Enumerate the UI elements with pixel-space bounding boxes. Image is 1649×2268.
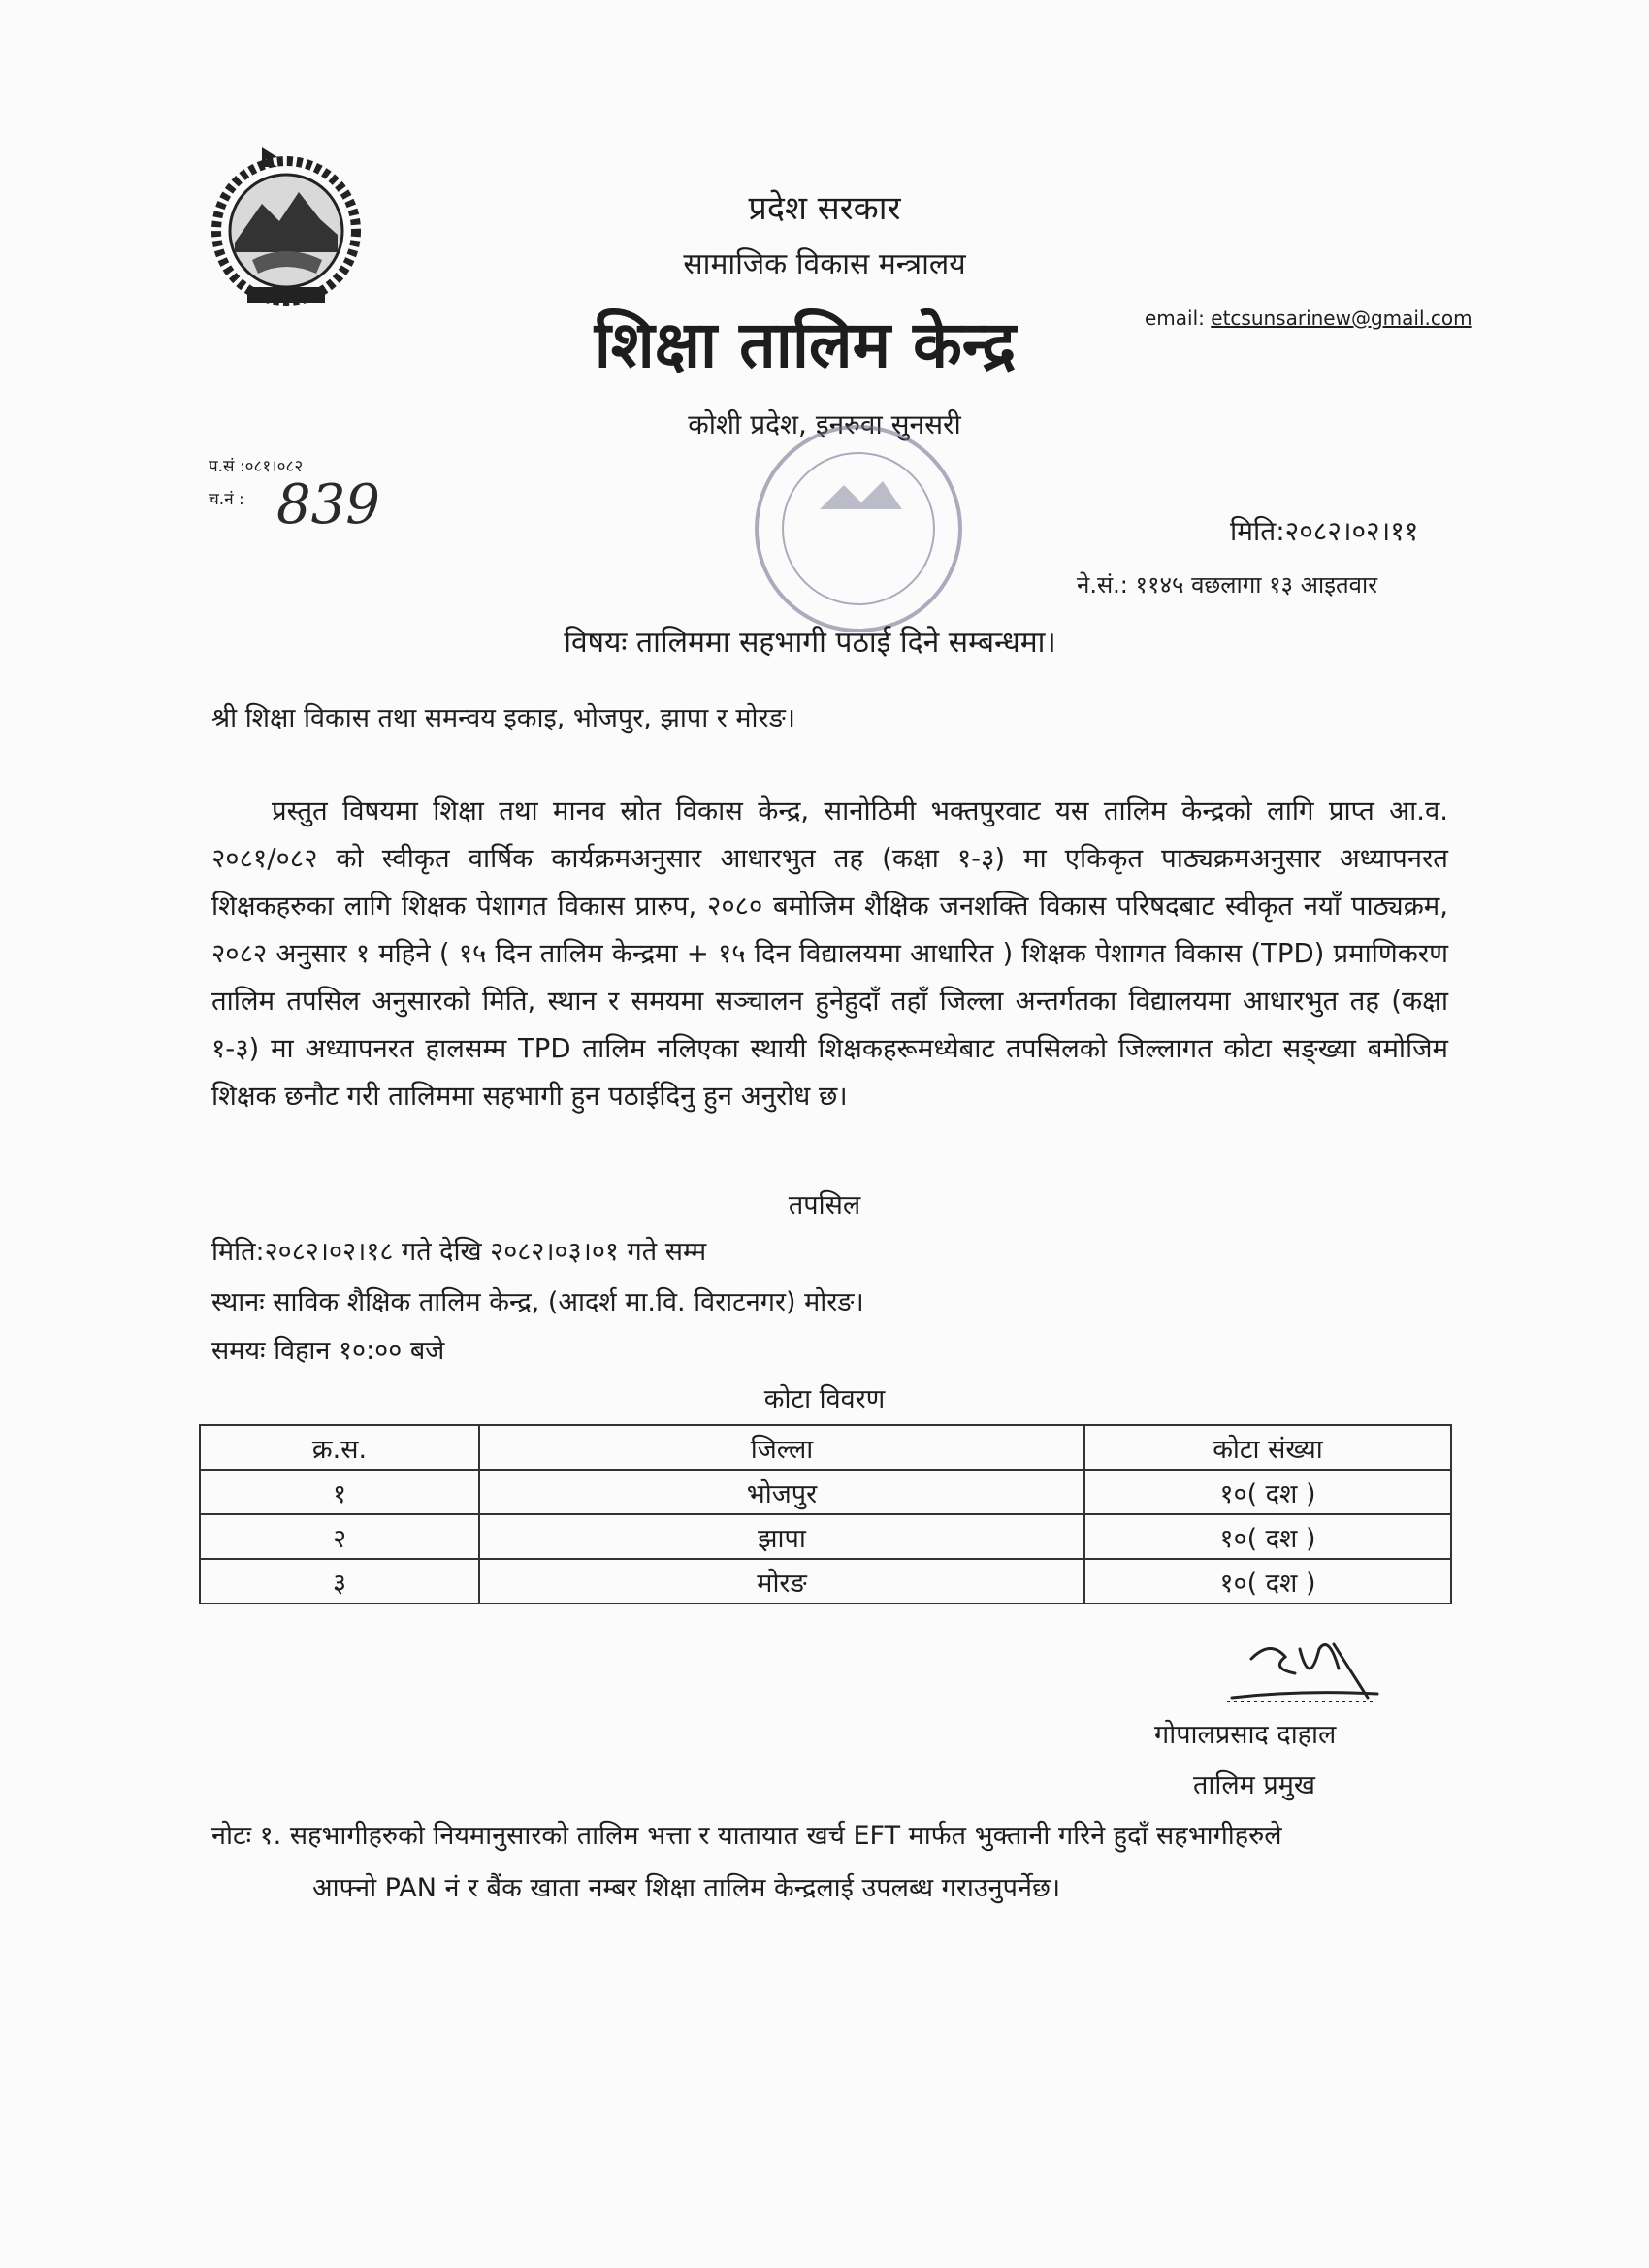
cell-district: झापा: [479, 1514, 1084, 1559]
letter-subject: विषयः तालिममा सहभागी पठाई दिने सम्बन्धमा।: [564, 626, 1056, 660]
body-paragraph: प्रस्तुत विषयमा शिक्षा तथा मानव स्रोत विकास केन्द्र, सानोठिमी भक्तपुरवाट यस तालिम केन्द्रको लागि प्राप्त आ.व. २०८१/०८२ को स्वीकृत वार्षिक कार्यक्रमअनुसार आधारभुत तह (कक्षा १-३) मा एकिकृत पाठ्यक्रमअनुसार अध्यापनरत शिक्षकहरुका लागि शिक्षक पेशागत विकास प्रारुप, २०८० बमोजिम शैक्षिक जनशक्ति विकास परिषदबाट स्वीकृत नयाँ पाठ्यक्रम, २०८२ अनुसार १ महिने ( १५ दिन तालिम केन्द्रमा + १५ दिन विद्यालयमा आधारित ) शिक्षक पेशागत विकास (TPD) प्रमाणिकरण तालिम तपसिल अनुसारको मिति, स्थान र समयमा सञ्चालन हुनेहुदाँ तहाँ जिल्ला अन्तर्गतका विद्यालयमा आधारभुत तह (कक्षा १-३) मा अध्यापनरत हालसम्म TPD तालिम नलिएका स्थायी शिक्षकहरूमध्येबाट तपसिलको जिल्लागत कोटा सङ्ख्या बमोजिम शिक्षक छनौट गरी तालिममा सहभागी हुन पठाईदिनु हुन अनुरोध छ।: [211, 795, 1448, 1112]
header-district: जिल्ला: [479, 1425, 1084, 1470]
schedule-date: मिति:२०८२।०२।१८ गते देखि २०८२।०३।०१ गते सम्म: [211, 1237, 707, 1267]
cell-serial: ३: [200, 1559, 479, 1604]
quota-table-title: कोटा विवरण: [763, 1384, 886, 1414]
header-serial: क्र.स.: [200, 1425, 479, 1470]
signatory-title: तालिम प्रमुख: [1193, 1770, 1316, 1800]
org-line-ministry: सामाजिक विकास मन्त्रालय: [683, 247, 966, 281]
note-line-1: नोटः १. सहभागीहरुको नियमानुसारको तालिम भत्ता र यातायात खर्च EFT मार्फत भुक्तानी गरिने हुदाँ सहभागीहरुले: [211, 1821, 1282, 1851]
email-label: email:: [1145, 307, 1205, 330]
letter-date: मिति:२०८२।०२।११: [1230, 515, 1419, 547]
table-header-row: [200, 1425, 1451, 1470]
dispatch-number-handwritten: 839: [276, 473, 380, 536]
org-address: कोशी प्रदेश, इनरुवा सुनसरी: [688, 408, 961, 440]
cell-serial: १: [200, 1470, 479, 1514]
table-row: [200, 1559, 1451, 1604]
org-line-government: प्रदेश सरकार: [748, 189, 901, 228]
signatory-name: गोपालप्रसाद दाहाल: [1154, 1720, 1337, 1750]
cell-district: भोजपुर: [479, 1470, 1084, 1514]
office-stamp-icon: [747, 417, 970, 640]
table-row: [200, 1470, 1451, 1514]
dispatch-number-label: च.नं :: [209, 490, 244, 509]
cell-quota: १०( दश ): [1084, 1470, 1451, 1514]
letter-recipient: श्री शिक्षा विकास तथा समन्वय इकाइ, भोजपुर, झापा र मोरङ।: [211, 703, 796, 733]
signature-icon: [1212, 1630, 1387, 1717]
cell-quota: १०( दश ): [1084, 1514, 1451, 1559]
schedule-heading: तपसिल: [788, 1190, 861, 1220]
cell-quota: १०( दश ): [1084, 1559, 1451, 1604]
schedule-place: स्थानः साविक शैक्षिक तालिम केन्द्र, (आदर्श मा.वि. विराटनगर) मोरङ।: [211, 1287, 864, 1317]
header-quota: कोटा संख्या: [1084, 1425, 1451, 1470]
table-row: [200, 1514, 1451, 1559]
note-line-2: आफ्नो PAN नं र बैंक खाता नम्बर शिक्षा तालिम केन्द्रलाई उपलब्ध गराउनुपर्नेछ।: [312, 1873, 1061, 1903]
cell-serial: २: [200, 1514, 479, 1559]
quota-table: [199, 1424, 1452, 1604]
email-contact: [1145, 307, 1472, 330]
cell-district: मोरङ: [479, 1559, 1084, 1604]
reference-number: प.सं :०८१।०८२: [209, 457, 304, 476]
org-name-title: शिक्षा तालिम केन्द्र: [594, 308, 1017, 382]
nepal-sambat-date: ने.सं.: ११४५ वछलागा १३ आइतवार: [1077, 571, 1378, 599]
schedule-time: समयः विहान १०:०० बजे: [211, 1336, 445, 1366]
email-link[interactable]: etcsunsarinew@gmail.com: [1211, 307, 1472, 330]
letter-body: [211, 788, 1448, 1120]
